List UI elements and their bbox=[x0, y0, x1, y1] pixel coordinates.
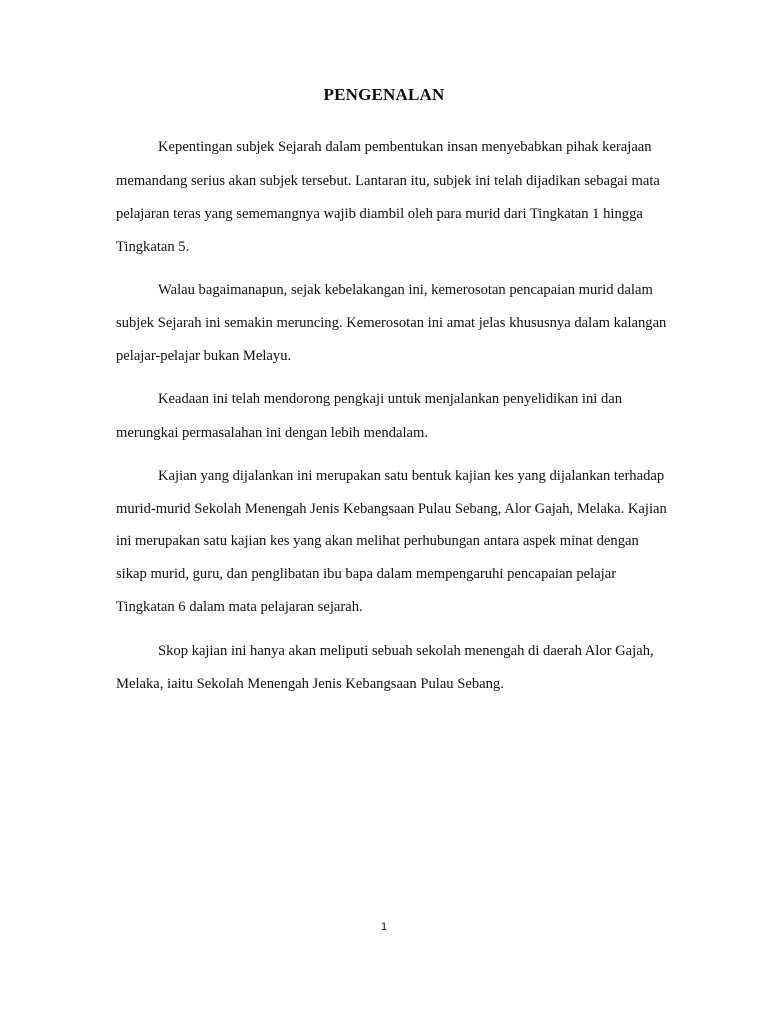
paragraph-4-line-1: Kajian yang dijalankan ini merupakan satu bentuk kajian kes yang dijalankan terhadap bbox=[158, 468, 665, 484]
paragraph-4-line-5: Tingkatan 6 dalam mata pelajaran sejarah. bbox=[116, 599, 363, 615]
paragraph-1-line-1: Kepentingan subjek Sejarah dalam pembentukan insan menyebabkan pihak kerajaan bbox=[158, 139, 652, 155]
paragraph-2-line-1: Walau bagaimanapun, sejak kebelakangan ini, kemerosotan pencapaian murid dalam bbox=[158, 282, 653, 298]
paragraph-2-line-2: subjek Sejarah ini semakin meruncing. Kemerosotan ini amat jelas khususnya dalam kalangan bbox=[116, 315, 667, 331]
paragraph-4-line-4: sikap murid, guru, dan penglibatan ibu bapa dalam mempengaruhi pencapaian pelajar bbox=[116, 566, 617, 582]
paragraph-4-line-2: murid-murid Sekolah Menengah Jenis Kebangsaan Pulau Sebang, Alor Gajah, Melaka. Kajian bbox=[116, 501, 667, 517]
page-title: PENGENALAN bbox=[323, 85, 445, 104]
paragraph-1-line-4: Tingkatan 5. bbox=[116, 239, 190, 255]
page-number: 1 bbox=[380, 921, 388, 933]
paragraph-4-line-3: ini merupakan satu kajian kes yang akan melihat perhubungan antara aspek minat dengan bbox=[116, 533, 639, 549]
paragraph-1-line-2: memandang serius akan subjek tersebut. Lantaran itu, subjek ini telah dijadikan sebagai mata bbox=[116, 173, 660, 189]
paragraph-1-line-3: pelajaran teras yang sememangnya wajib diambil oleh para murid dari Tingkatan 1 hingga bbox=[116, 206, 643, 222]
paragraph-3-line-1: Keadaan ini telah mendorong pengkaji untuk menjalankan penyelidikan ini dan bbox=[158, 391, 623, 407]
paragraph-3-line-2: merungkai permasalahan ini dengan lebih mendalam. bbox=[116, 425, 429, 441]
paragraph-5-line-2: Melaka, iaitu Sekolah Menengah Jenis Kebangsaan Pulau Sebang. bbox=[116, 676, 504, 692]
paragraph-2-line-3: pelajar-pelajar bukan Melayu. bbox=[116, 348, 292, 364]
paragraph-5-line-1: Skop kajian ini hanya akan meliputi sebuah sekolah menengah di daerah Alor Gajah, bbox=[158, 643, 654, 659]
